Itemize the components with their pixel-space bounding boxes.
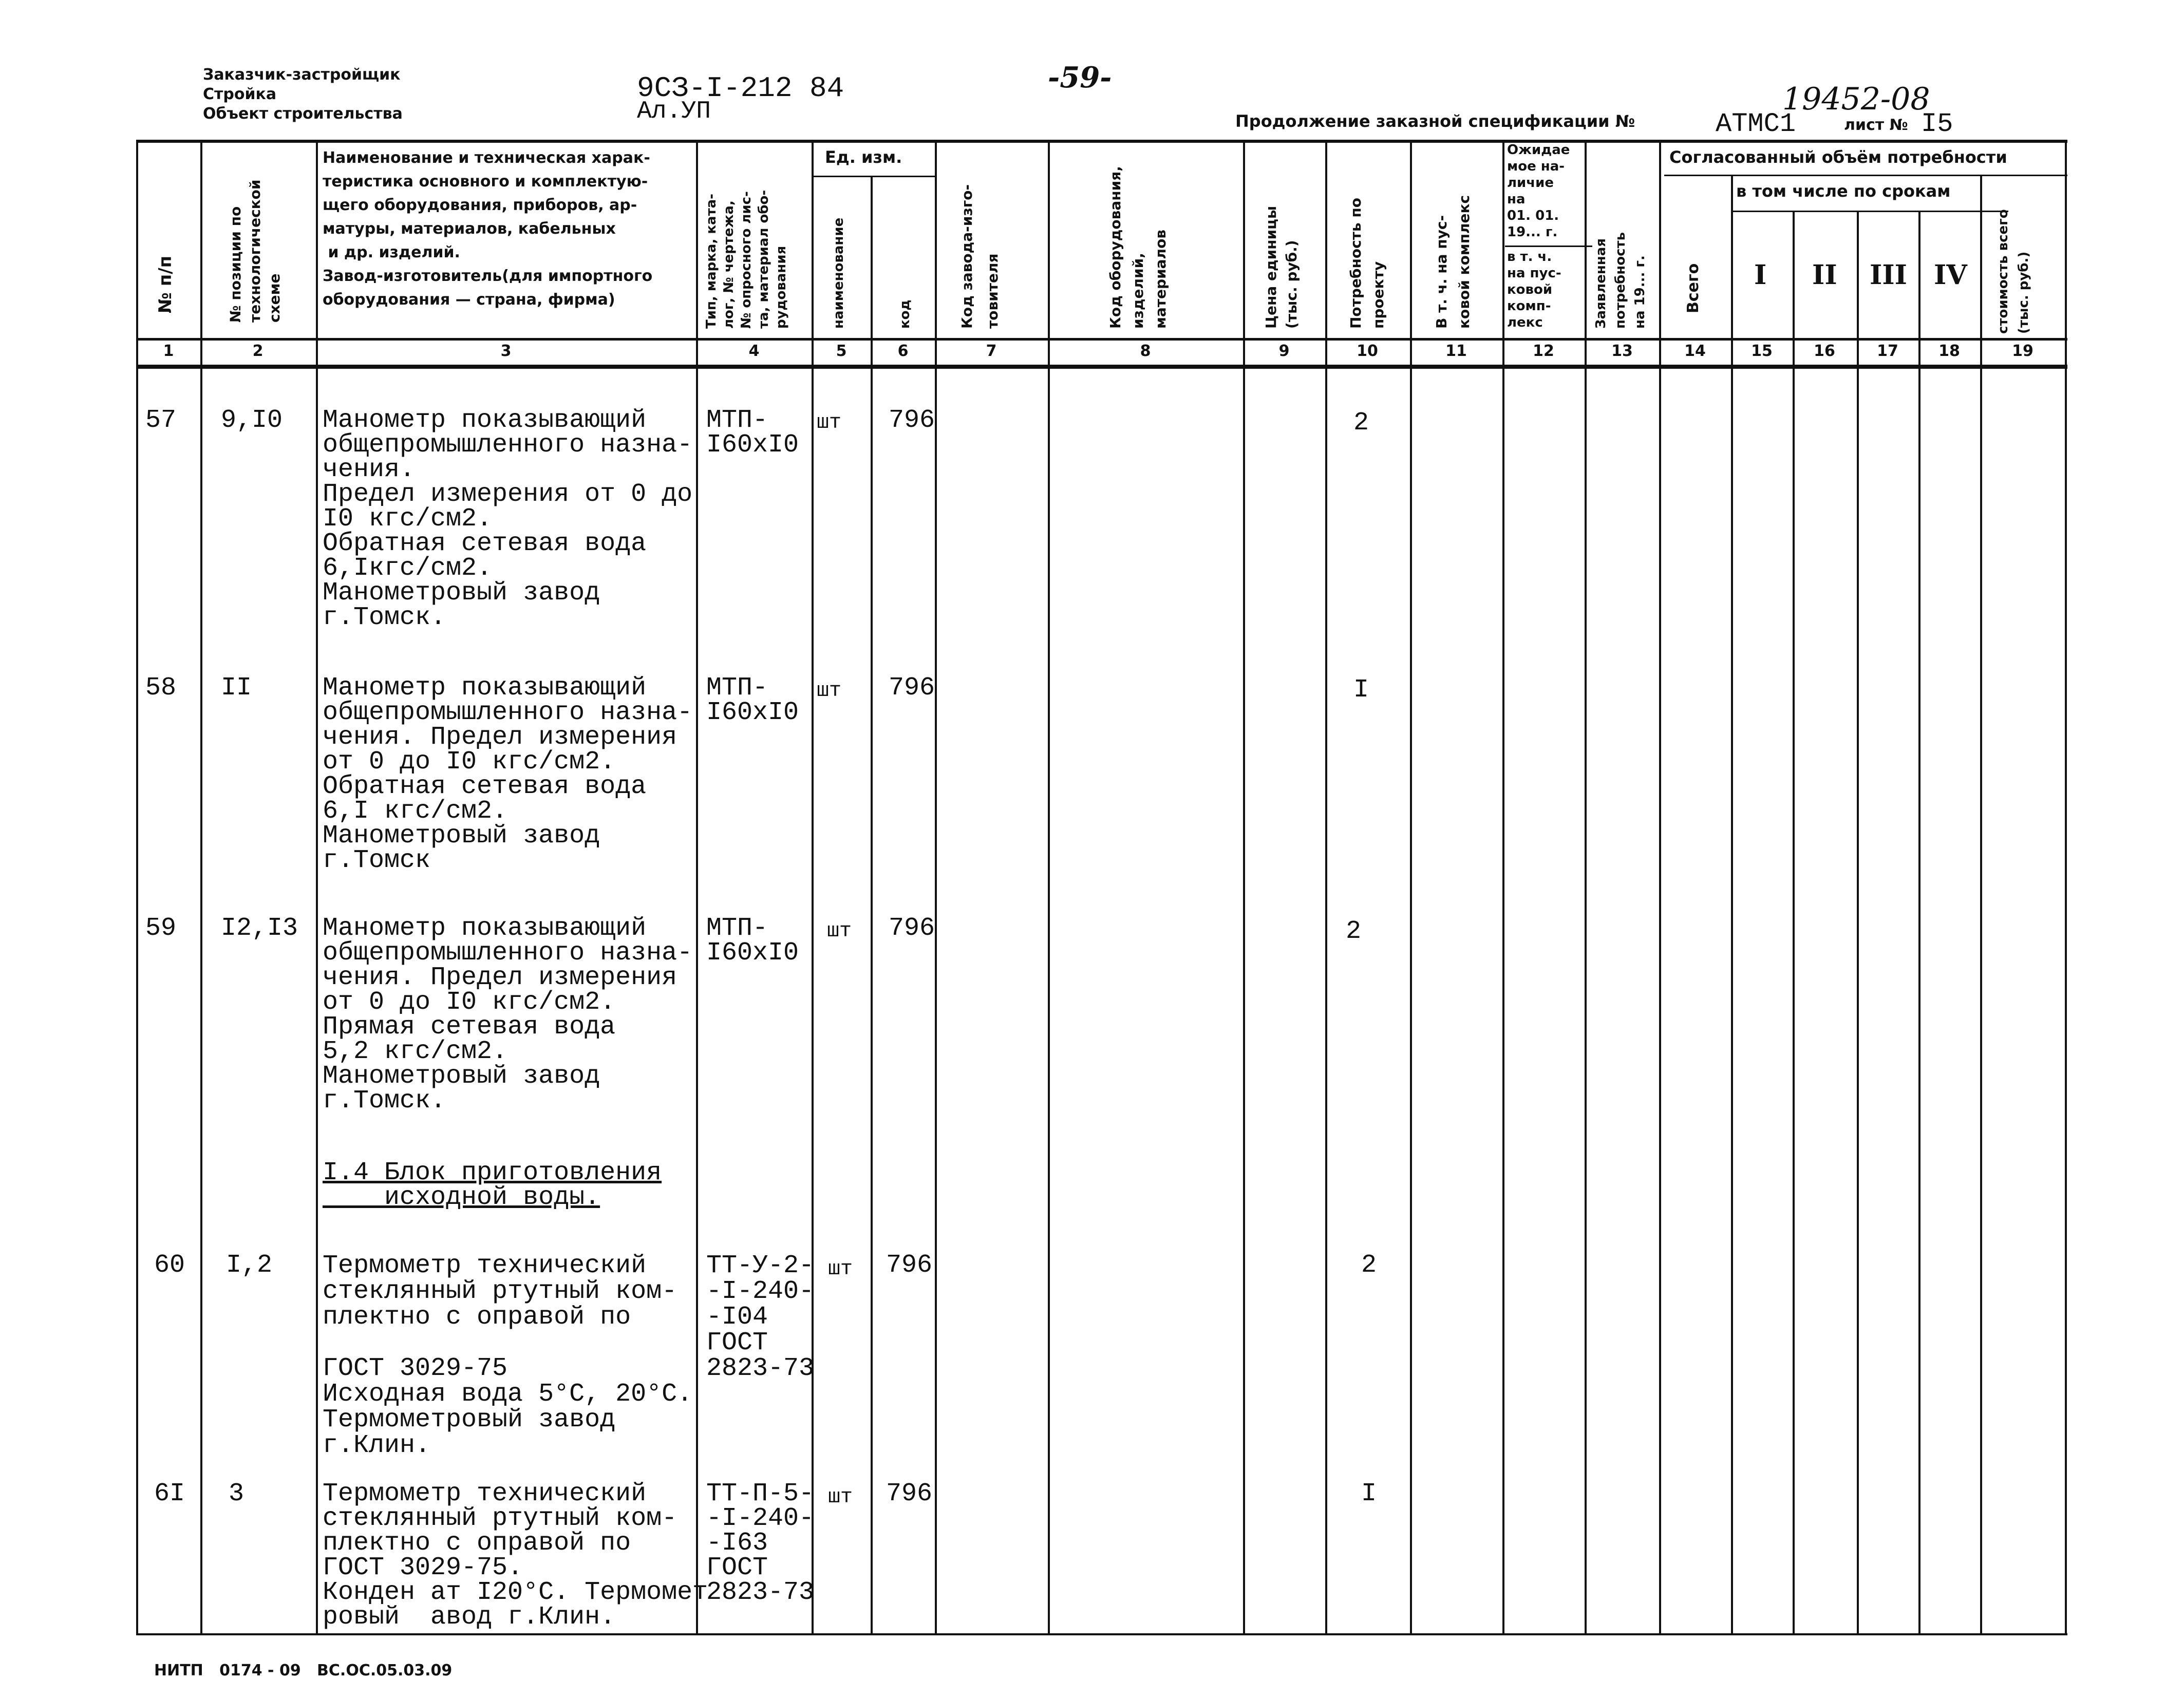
row-need: 2 xyxy=(1346,917,1362,946)
row-description: Термометр технический стеклянный ртутный ком- плектно с оправой по ГОСТ 3029-75 Исходная вода 5°С, 20°С. Термометровый завод г.Клин. xyxy=(323,1251,693,1460)
col-header-5: наименование xyxy=(831,217,846,329)
row-need: I xyxy=(1361,1479,1377,1508)
col-number: 4 xyxy=(748,342,760,360)
customer-label: Заказчик-застройщик xyxy=(203,66,401,84)
row-position: 3 xyxy=(229,1479,244,1508)
col-header-11: В т. ч. на пус- ковой комплекс xyxy=(1433,195,1473,329)
sheet-number: I5 xyxy=(1921,109,1953,139)
page-number: -59- xyxy=(1048,61,1112,95)
spec-number: АТМС1 xyxy=(1716,109,1796,139)
row-type: МТП- I60хI0 xyxy=(706,406,799,460)
col-number: 10 xyxy=(1357,342,1378,360)
col-header-4: Тип, марка, ката- лог, № чертежа, № опросного лис- та, материал обо- рудования xyxy=(704,190,789,329)
section-heading: I.4 Блок приготовления исходной воды. xyxy=(323,1158,662,1212)
row-unit: шт xyxy=(828,1486,853,1509)
col-number: 12 xyxy=(1533,342,1554,360)
row-type: ТТ-П-5- -I-240- -I63 ГОСТ 2823-73 xyxy=(706,1479,815,1607)
continuation-label: Продолжение заказной спецификации № xyxy=(1235,111,1635,131)
object-label: Объект строительства xyxy=(203,105,403,123)
row-position: II xyxy=(221,673,252,703)
row-unit: шт xyxy=(827,920,852,943)
col-number: 1 xyxy=(163,342,174,360)
row-need: 2 xyxy=(1353,408,1369,438)
agreed-group-header: Согласованный объём потребности xyxy=(1669,147,2007,167)
row-need: 2 xyxy=(1361,1251,1377,1280)
row-code: 796 xyxy=(889,673,935,703)
row-type: МТП- I60хI0 xyxy=(706,673,799,727)
row-position: I,2 xyxy=(226,1251,273,1280)
row-code: 796 xyxy=(886,1251,933,1280)
row-description: Манометр показывающий общепромышленного назна- чения. Предел измерения от 0 до I0 кгс/см2. Обратная сетевая вода 6,I кгс/см2. Манометровый завод г.Томск xyxy=(323,673,693,875)
col-number: 18 xyxy=(1938,342,1960,360)
row-code: 796 xyxy=(889,406,935,435)
unit-group-header: Ед. изм. xyxy=(825,147,902,167)
album-number: Ал.УП xyxy=(637,98,711,125)
col-header-3: Наименование и техническая харак- теристика основного и комплектую- щего оборудования, приборов, ар- матуры, материалов, кабельных и др. изделий. Завод-изготовитель(для импортного оборудования — страна, фирма) xyxy=(323,149,653,309)
row-code: 796 xyxy=(886,1479,933,1508)
col-header-12-bottom: в т. ч. на пус- ковой комп- лекс xyxy=(1507,249,1561,330)
row-number: 60 xyxy=(154,1251,185,1280)
row-description: Манометр показывающий общепромышленного назна- чения. Предел измерения от 0 до I0 кгс/см2. Прямая сетевая вода 5,2 кгс/см2. Манометровый завод г.Томск. xyxy=(323,914,693,1116)
row-unit: шт xyxy=(828,1258,853,1281)
footer-stamp: НИТП 0174 - 09 ВС.ОС.05.03.09 xyxy=(154,1662,453,1680)
row-number: 59 xyxy=(145,914,177,943)
row-description: Манометр показывающий общепромышленного назна- чения. Предел измерения от 0 до I0 кгс/см2. Обратная сетевая вода 6,Iкгс/см2. Манометровый завод г.Томск. xyxy=(323,406,693,632)
col-header-17: III xyxy=(1870,259,1907,291)
col-number: 16 xyxy=(1814,342,1835,360)
col-number: 14 xyxy=(1684,342,1706,360)
row-unit: шт xyxy=(817,680,842,703)
col-header-14: Всего xyxy=(1684,263,1702,313)
row-type: ТТ-У-2- -I-240- -I04 ГОСТ 2823-73 xyxy=(706,1251,815,1383)
col-number: 13 xyxy=(1611,342,1633,360)
row-unit: шт xyxy=(817,411,842,435)
project-code: 9СЗ-I-212 84 xyxy=(637,72,844,105)
col-number: 17 xyxy=(1877,342,1898,360)
col-number: 3 xyxy=(500,342,512,360)
col-header-16: II xyxy=(1812,259,1837,291)
col-number: 9 xyxy=(1278,342,1290,360)
col-number: 7 xyxy=(986,342,997,360)
col-number: 5 xyxy=(836,342,847,360)
row-number: 57 xyxy=(145,406,177,435)
col-number: 2 xyxy=(252,342,263,360)
col-header-10: Потребность по проекту xyxy=(1347,198,1387,329)
col-number: 8 xyxy=(1140,342,1151,360)
terms-group-header: в том числе по срокам xyxy=(1736,181,1951,201)
col-number: 15 xyxy=(1751,342,1773,360)
row-need: I xyxy=(1353,675,1369,705)
col-number: 19 xyxy=(2012,342,2034,360)
col-header-8: Код оборудования, изделий, материалов xyxy=(1107,166,1169,329)
col-header-1: № п/п xyxy=(155,255,176,313)
row-position: I2,I3 xyxy=(221,914,298,943)
col-header-18: IV xyxy=(1934,259,1967,291)
col-header-6: код xyxy=(897,299,913,329)
col-header-2: № позиции по технологической схеме xyxy=(227,179,283,323)
site-label: Стройка xyxy=(203,85,277,103)
col-header-19: стоимость всего (тыс. руб.) xyxy=(1995,209,2031,334)
col-header-9: Цена единицы (тыс. руб.) xyxy=(1263,205,1300,329)
row-type: МТП- I60хI0 xyxy=(706,914,799,968)
row-code: 796 xyxy=(889,914,935,943)
col-header-7: Код завода-изго- товителя xyxy=(958,184,1001,329)
row-number: 58 xyxy=(145,673,177,703)
col-number: 6 xyxy=(897,342,909,360)
col-header-13: Заявленная потребность на 19... г. xyxy=(1593,232,1648,329)
handwritten-reference: 19452-08 xyxy=(1782,81,1930,117)
row-description: Термометр технический стеклянный ртутный ком- плектно с оправой по ГОСТ 3029-75. Конден ат I20°С. Термомет ровый авод г.Клин. xyxy=(323,1479,708,1632)
col-header-12-top: Ожидае мое на- личие на 01. 01. 19... г. xyxy=(1507,142,1570,240)
col-number: 11 xyxy=(1445,342,1467,360)
row-position: 9,I0 xyxy=(221,406,283,435)
row-number: 6I xyxy=(154,1479,185,1508)
sheet-label: лист № xyxy=(1844,116,1908,134)
col-header-15: I xyxy=(1754,259,1767,291)
